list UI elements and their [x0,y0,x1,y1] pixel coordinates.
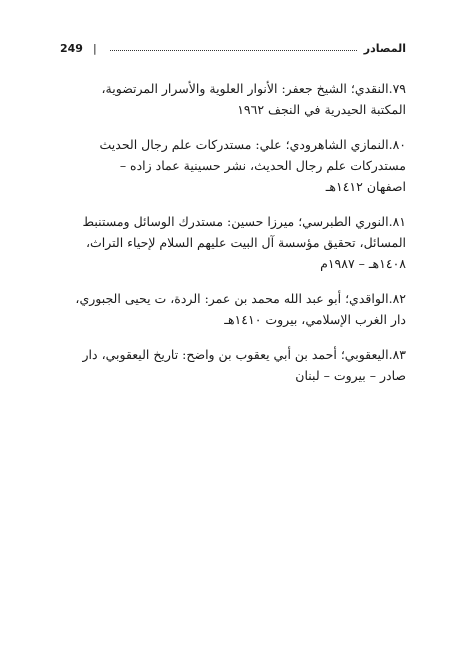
bibliography-entry [60,288,406,330]
entry-number: ٨٣. [388,347,406,362]
entry-line: مستدركات علم رجال الحديث، نشر حسينية عماد زاده – [119,158,406,173]
bibliography-entry [60,211,406,274]
header-separator: | [92,41,97,55]
entry-line: صادر – بيروت – لبنان [295,368,406,383]
entry-line [60,78,406,99]
bibliography-entry [60,134,406,197]
running-header [60,36,406,60]
entry-number: ٨٠. [388,137,406,152]
entry-line [60,211,406,232]
entry-line: ١٤٠٨هـ – ١٩٨٧م [320,256,406,271]
entry-text: اليعقوبي؛ أحمد بن أبي يعقوب بن واضح: تاريخ اليعقوبي، دار [82,347,389,362]
bibliography-entry [60,78,406,120]
section-title: المصادر [363,41,406,55]
entry-line [60,344,406,365]
entry-line: دار الغرب الإسلامي، بيروت ١٤١٠هـ [224,312,406,327]
entry-line [60,134,406,155]
bibliography-entry [60,344,406,386]
page-number: 249 [60,41,83,55]
entry-text: الواقدي؛ أبو عبد الله محمد بن عمر: الردة، ت يحيى الجبوري، [75,291,389,306]
entry-line: المسائل، تحقيق مؤسسة آل البيت عليهم السلام لإحياء التراث، [85,235,406,250]
dotted-leader [110,50,357,51]
bibliography-list [60,78,406,400]
entry-line: اصفهان ١٤١٢هـ [325,179,406,194]
entry-text: النوري الطبرسي؛ ميرزا حسين: مستدرك الوسائل ومستنبط [82,214,389,229]
entry-number: ٧٩. [388,81,406,96]
entry-number: ٨١. [388,214,406,229]
entry-text: النقدي؛ الشيخ جعفر: الأنوار العلوية والأسرار المرتضوية، [101,81,389,96]
entry-line: المكتبة الحيدرية في النجف ١٩٦٢ [237,102,406,117]
entry-number: ٨٢. [388,291,406,306]
entry-text: النمازي الشاهرودي؛ علي: مستدركات علم رجال الحديث [99,137,389,152]
entry-line [60,288,406,309]
